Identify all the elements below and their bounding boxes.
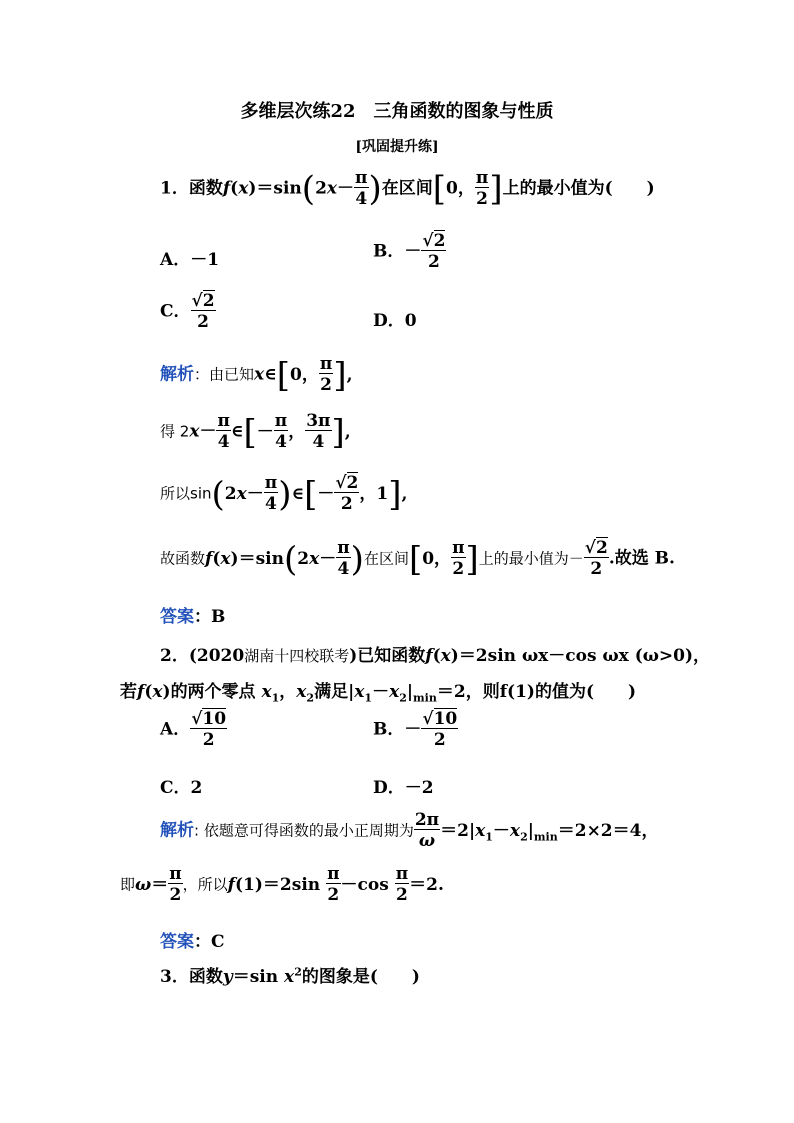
question-2-line-2: 若f(x)的两个零点 $x_1$，$x_2$满足$|x_1-x_2|_{min}=2$，则f(1)的值为( ): [120, 682, 637, 705]
answer-1: 答案：B: [160, 607, 226, 627]
solution-2-line-1: 解析: 依题意可得函数的最小正周期为 $\frac{2\pi}{\omega}$ $=2|x_1-x_2|_{min}=2\times 2=4$，: [160, 810, 659, 851]
question-2-line-1: 2．(2020湖南十四校联考)已知函数f(x)＝2sin ωx－cos ωx (ω>0)，: [160, 646, 711, 666]
question-1-option-d: D．0: [373, 311, 417, 331]
solution-1-line-2: 得 2x－ $\frac{\pi}{4}$ ∈[－ $\frac{\pi}{4}$ ， $\frac{3\pi}{4}$ ],: [160, 411, 351, 452]
question-1-stem: 1．函数f(x)＝sin(2x－ $\frac{\pi}{4}$ )在区间[0， $\frac{\pi}{2}$ ]上的最小值为( ): [160, 168, 655, 209]
solution-2-line-2: 即ω＝ $\frac{\pi}{2}$ ，所以f(1)＝2sin $\frac{\pi}{2}$ －cos $\frac{\pi}{2}$ ＝2.: [120, 864, 444, 905]
section-subtitle: [巩固提升练]: [355, 139, 439, 155]
question-2-option-d: D．－2: [373, 778, 434, 798]
question-3-stem: 3．函数y＝sin $x^2$的图象是( ): [160, 965, 420, 987]
answer-2: 答案：C: [160, 932, 225, 952]
question-2-option-b: B．－ $\frac{√10}{2}$: [373, 709, 458, 750]
question-1-option-c: C． $\frac{√2}{2}$: [160, 291, 215, 332]
page-title: 多维层次练22 三角函数的图象与性质: [240, 101, 554, 122]
question-1-option-b: B．－ $\frac{√2}{2}$: [373, 231, 446, 272]
solution-1-line-4: 故函数f(x)＝sin(2x－ $\frac{\pi}{4}$ )在区间[0， $\frac{\pi}{2}$ ]上的最小值为－ $\frac{√2}{2}$ .故选 B.: [160, 538, 675, 579]
solution-1-line-3: 所以sin(2x－ $\frac{\pi}{4}$ )∈[－ $\frac{√2}{2}$ ，1],: [160, 473, 408, 514]
solution-1-line-1: 解析：由已知x∈[0， $\frac{\pi}{2}$ ],: [160, 354, 353, 395]
question-2-option-c: C．2: [160, 778, 203, 798]
question-1-option-a: A．－1: [160, 250, 220, 270]
question-2-option-a: A． $\frac{√10}{2}$: [160, 709, 227, 750]
